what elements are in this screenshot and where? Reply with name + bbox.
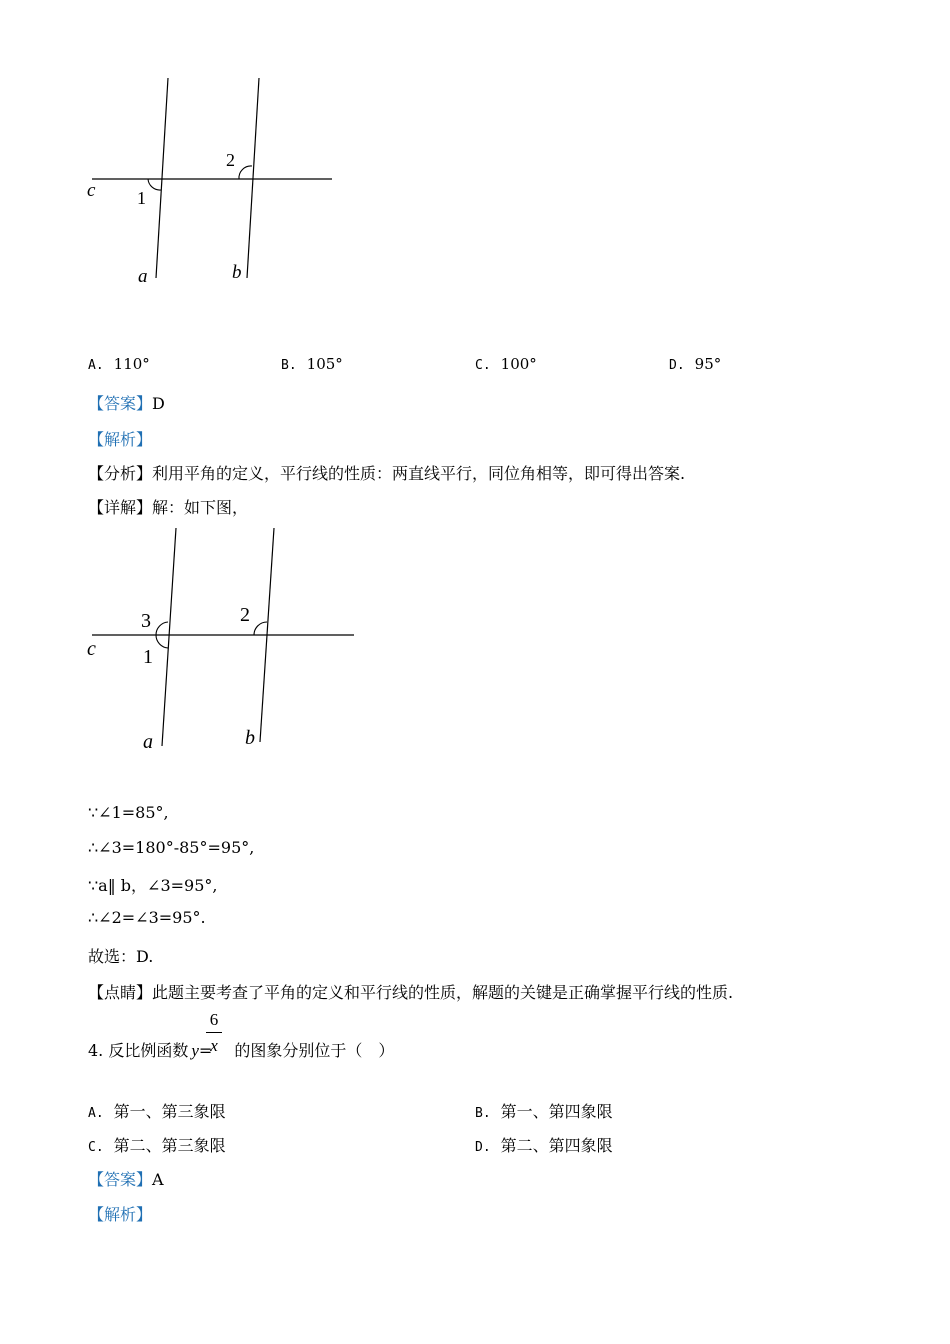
q4-suffix: 的图象分别位于（ ） (234, 1041, 395, 1060)
line-b (247, 78, 259, 278)
line-a (162, 528, 176, 746)
angle-3-arc (156, 622, 168, 635)
angle-2-arc (239, 166, 252, 179)
fenxi-text: 利用平角的定义，平行线的性质：两直线平行，同位角相等，即可得出答案. (152, 464, 686, 483)
fraction-numerator: 6 (209, 1010, 219, 1029)
answer-tag: 【答案】 (88, 394, 153, 413)
q4-option-c: C. 第二、第三象限 (88, 1136, 226, 1155)
fenxi-line (88, 461, 685, 484)
step-3: ∵a‖ b，∠3=95°, (88, 876, 218, 895)
q4-analysis-heading: 【解析】 (88, 1205, 153, 1224)
fraction-denominator: x (210, 1036, 218, 1055)
xiangjie-line (88, 495, 248, 518)
label-c: c (87, 638, 96, 660)
label-angle-3: 3 (141, 610, 151, 632)
label-c: c (87, 180, 96, 201)
fenxi-tag: 【分析】 (88, 464, 153, 483)
label-angle-2: 2 (226, 150, 235, 170)
fraction-6-over-x (206, 1010, 222, 1056)
step-4: ∴∠2=∠3=95°. (88, 908, 206, 927)
question-4 (88, 1038, 394, 1061)
q4-prefix: 4. 反比例函数 (88, 1041, 189, 1060)
label-b: b (232, 262, 242, 283)
q4-answer-line (88, 1167, 164, 1190)
analysis-heading: 【解析】 (88, 430, 153, 449)
label-a: a (143, 731, 153, 753)
step-2: ∴∠3=180°-85°=95°, (88, 838, 255, 857)
label-a: a (138, 266, 148, 287)
option-d: D. 95° (669, 355, 722, 373)
q4-var: y (191, 1041, 199, 1060)
angle-1-arc (156, 635, 168, 648)
q4-option-a: A. 第一、第三象限 (88, 1102, 226, 1121)
answer-value: D (152, 394, 165, 413)
xiangjie-tag: 【详解】 (88, 498, 153, 517)
label-angle-1: 1 (143, 646, 153, 668)
q4-answer-value: A (152, 1170, 164, 1189)
option-b: B. 105° (281, 355, 343, 373)
line-a (156, 78, 168, 278)
angle-1-arc (148, 179, 161, 190)
fraction-bar (206, 1032, 222, 1033)
xiangjie-text: 解：如下图， (152, 498, 249, 517)
option-c: C. 100° (475, 355, 537, 373)
answer-line (88, 391, 165, 414)
label-b: b (245, 727, 255, 749)
angle-2-arc (254, 622, 267, 635)
figure-parallel-lines-1 (80, 70, 350, 290)
label-angle-2: 2 (240, 604, 250, 626)
q4-option-b: B. 第一、第四象限 (475, 1102, 613, 1121)
q4-eq: = (198, 1041, 213, 1060)
dianjing-text: 此题主要考查了平角的定义和平行线的性质，解题的关键是正确掌握平行线的性质. (152, 983, 734, 1002)
dianjing-line (88, 980, 733, 1003)
option-a: A. 110° (88, 355, 150, 373)
dianjing-tag: 【点睛】 (88, 983, 153, 1002)
choice-line: 故选：D. (88, 947, 154, 966)
step-1: ∵∠1=85°, (88, 803, 169, 822)
q4-option-d: D. 第二、第四象限 (475, 1136, 613, 1155)
label-angle-1: 1 (137, 188, 146, 208)
figure-parallel-lines-2 (80, 520, 370, 760)
q4-answer-tag: 【答案】 (88, 1170, 153, 1189)
